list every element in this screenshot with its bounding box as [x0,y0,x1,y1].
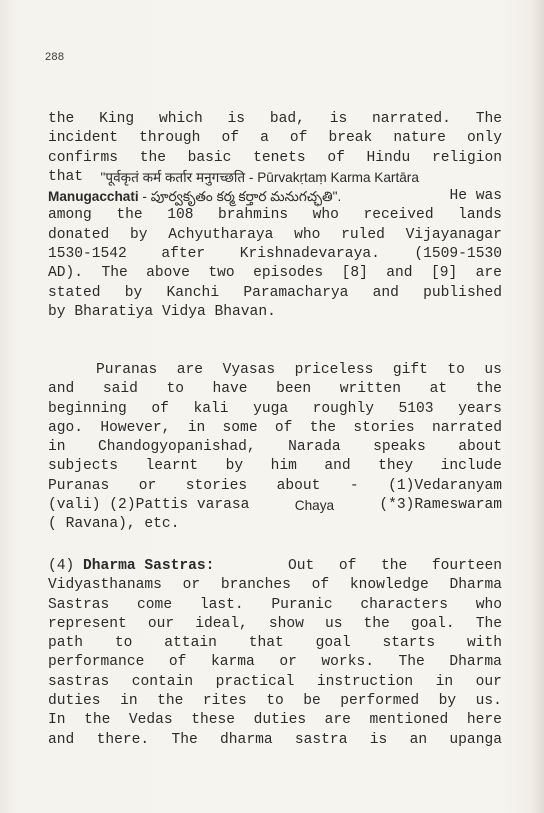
word: bad, [269,111,305,127]
page-edge-shadow [530,0,544,813]
text-line [48,419,502,438]
word: path [48,635,84,652]
word: characters [360,596,448,613]
text-line [48,653,502,672]
word: - [349,477,359,494]
word: attain [164,635,217,652]
word: some [222,419,258,436]
word: narrated. [372,111,451,127]
word: [8] [341,265,368,282]
word: after [161,246,206,263]
word: dharma [220,731,273,748]
word: karma [210,654,255,671]
word: confirms [48,149,119,166]
word: stories [353,419,415,436]
text-line [48,245,502,264]
word: break [328,130,373,147]
word: stated [48,284,101,301]
word: of [338,558,357,574]
word: donated [48,226,110,243]
word: by [225,458,244,475]
word: Krishnadevaraya. [239,246,380,263]
word: fourteen [431,558,502,574]
word: The [475,615,502,632]
word: that [248,635,284,652]
word: of [151,400,169,417]
word: a [260,130,269,147]
text-line [48,400,502,419]
word: duties [253,712,307,729]
quote-transliteration: Manugacchati [48,189,139,205]
word: of [327,149,345,166]
word: him [270,458,297,475]
text-line [48,303,502,322]
word: the [475,381,502,398]
word: speaks [373,439,426,456]
text-line [48,692,502,711]
word: AD). [48,265,84,282]
text-line [48,438,502,457]
word: The [475,111,502,127]
word: and [48,381,75,398]
word: Achyutharaya [168,226,274,243]
word: the [381,558,408,574]
text-line [48,496,502,515]
page-number: 288 [45,51,65,63]
word: are [475,265,502,282]
word: performed [340,693,420,710]
text-line [48,457,502,476]
text-line [48,149,502,168]
word: are [176,362,204,378]
word: of [289,130,308,147]
word: In [48,712,66,729]
word: written [339,381,402,398]
word: etc. [144,516,180,533]
word: He was [449,188,502,205]
word: and [372,284,399,301]
word: narrated [431,419,502,436]
word: through [139,130,201,147]
text-line [48,284,502,303]
word: an [409,731,428,748]
word: only [466,130,502,147]
text-line [48,380,502,399]
word: Sastras [48,596,110,613]
word: duties [48,693,101,710]
word: basic [187,149,232,166]
word: (1509-1530 [414,246,502,263]
word: Out [288,558,315,574]
word: sastra [294,731,348,748]
word: of [168,654,187,671]
word: to [447,362,465,378]
word: starts [382,635,436,652]
word: represent [48,615,127,632]
word: of [274,419,293,436]
word: in [48,439,66,456]
word: upanga [449,731,502,748]
word: 108 [167,207,194,224]
word: our [147,615,175,632]
word: rites [202,693,247,710]
word: us. [475,693,502,710]
text-line [48,129,502,148]
word: knowledge [349,577,429,594]
word: of [311,577,330,594]
word: Puranic [271,596,333,613]
word: Hindu [366,149,411,166]
word: last. [199,596,244,613]
paragraph-1 [48,110,502,322]
word: the [139,149,166,166]
word: (*3)Rameswaram [379,497,502,514]
word: there. [96,731,150,748]
telugu-quote: - పూర్వకృతం కర్మ కర్తార మనుగచ్ఛతి". [138,189,342,205]
word: gift [392,362,428,378]
word: be [303,693,321,710]
word: that [48,168,84,185]
text-line-rest [288,557,502,576]
word: Dharma [449,654,502,671]
text-line [48,596,502,615]
word: is [369,731,388,748]
word: these [191,712,236,729]
word: Narada [288,439,341,456]
word: by [48,303,66,320]
word: ago. [48,419,84,436]
word: However, [100,419,171,436]
text-line [48,168,502,187]
word: incident [48,130,119,147]
word: ruled [341,226,385,243]
word: Vedas [128,712,173,729]
word: to [166,381,184,398]
word: in [435,673,454,690]
paragraph-2 [48,361,502,535]
word: have [212,381,248,398]
word: Chaya [294,498,335,514]
section-number: (4) [48,558,75,574]
word: goal [315,635,351,652]
word: or [138,477,157,494]
word: by [130,226,148,243]
word: to [266,693,284,710]
word: us [484,362,502,378]
word: about [458,439,502,456]
word: show [268,615,304,632]
word: the [48,111,75,127]
word: instruction [316,673,414,690]
text-line [48,110,502,129]
word: who [294,226,321,243]
word: who [475,596,502,613]
word: Vyasas [222,362,276,378]
word: sastras [48,673,110,690]
word: 1530-1542 [48,246,127,263]
word: of [221,130,240,147]
word: in [120,693,138,710]
word: received [363,207,434,224]
word: here [466,712,502,729]
word: Chandogyopanishad, [98,439,256,456]
text-line [48,264,502,283]
word: which [158,111,203,127]
text-line [48,576,502,595]
word: ( [48,516,57,533]
word: Ravana), [65,516,136,533]
text-line [48,477,502,496]
word: include [440,458,502,475]
word: The [398,654,425,671]
word: about [276,477,321,494]
word: (1)Vedaranyam [388,477,502,494]
word: Vijayanagar [405,226,502,243]
word: the [84,712,111,729]
word: and [48,731,75,748]
word: practical [215,673,295,690]
text-line [48,206,502,225]
word: mentioned [369,712,449,729]
word: and [324,458,351,475]
word: the [363,615,390,632]
word: works. [321,654,374,671]
word: or [279,654,297,671]
word: Bhavan. [214,303,276,320]
word: above [146,265,190,282]
section-heading: Dharma Sastras: [83,558,215,574]
word: Kanchi [166,284,220,301]
text-line [48,634,502,653]
word: lands [458,207,502,224]
word: brahmins [218,207,289,224]
word: Vidya [161,303,206,320]
word: by [124,284,143,301]
word: among [48,207,92,224]
word: The [171,731,198,748]
word: tenets [253,149,306,166]
word: the [116,207,143,224]
word: nature [393,130,446,147]
word: King [99,111,135,127]
word: are [324,712,351,729]
word: (vali) (2)Pattis varasa [48,497,250,514]
word: in [187,419,206,436]
text-line [48,515,502,534]
word: our [475,673,502,690]
word: priceless [294,362,374,378]
word: goal. [410,615,455,632]
word: episodes [253,265,324,282]
word: is [329,111,348,127]
word: who [312,207,339,224]
text-line [48,557,502,576]
word: at [429,381,448,398]
word: the [309,419,336,436]
word: us [324,615,343,632]
word: contain [131,673,194,690]
word: with [466,635,502,652]
word: subjects [48,458,119,475]
text-line [48,187,502,206]
word: years [458,400,502,417]
word: two [208,265,235,282]
word: been [276,381,312,398]
word: Vidyasthanams [48,577,162,594]
word: by [438,693,457,710]
word: published [423,284,502,301]
word: is [227,111,246,127]
text-line [48,615,502,634]
word: branches [220,577,291,594]
text-line [48,731,502,750]
word: kali [193,400,229,417]
sanskrit-quote: "पूर्वकृतं कर्म कर्तार मनुगच्छति - Pūrvakṛtaṃ Karma Kartāra [100,169,419,185]
word: learnt [145,458,199,475]
word: Paramacharya [243,284,349,301]
word: they [378,458,414,475]
word: yuga [253,400,289,417]
paragraph-3 [48,557,502,750]
word: Puranas [96,362,158,378]
word: performance [48,654,145,671]
word: or [182,577,201,594]
word: roughly [312,400,374,417]
word: 5103 [398,400,434,417]
text-line [48,673,502,692]
word: religion [431,149,502,166]
word: Bharatiya [74,303,154,320]
word: Puranas [48,477,110,494]
word: The [101,265,128,282]
word: stories [185,477,248,494]
text-line [48,361,502,380]
word: come [137,596,173,613]
word: to [114,635,133,652]
word: and [386,265,413,282]
word: [9] [430,265,458,282]
word: Dharma [449,577,502,594]
text-line [48,711,502,730]
word: ideal, [195,615,248,632]
word: said [102,381,138,398]
text-line [48,226,502,245]
word: beginning [48,400,127,417]
word: the [157,693,184,710]
